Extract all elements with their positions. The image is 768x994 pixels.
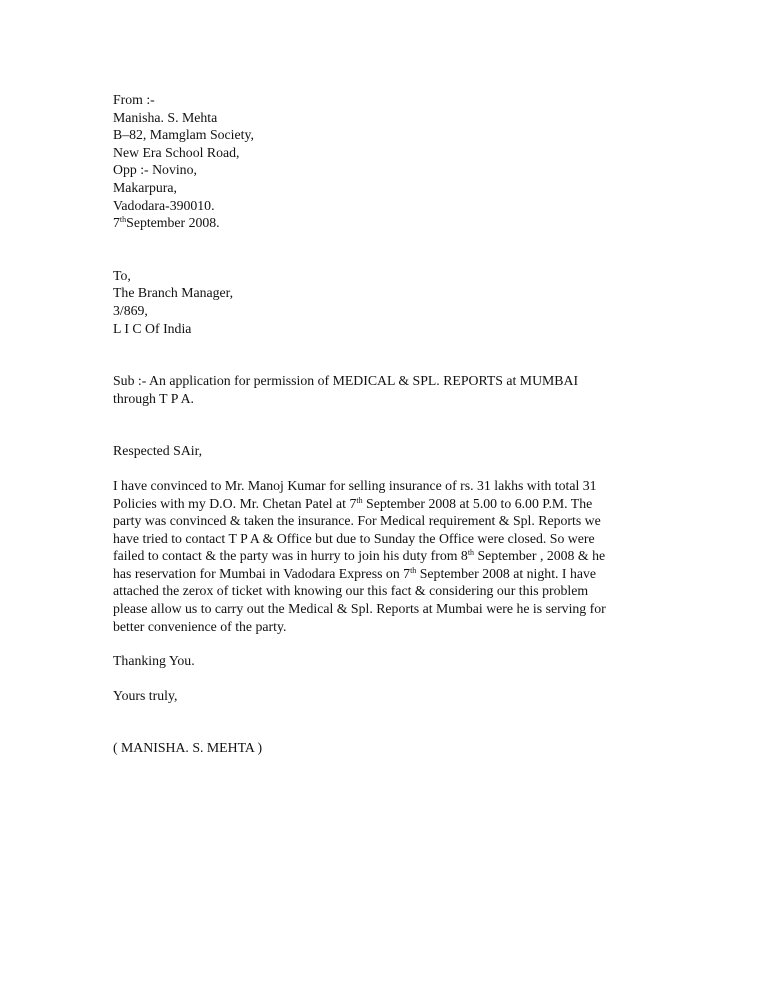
letter bbox=[113, 91, 673, 757]
salutation: Respected SAir, bbox=[113, 443, 203, 459]
sender-address-line: New Era School Road, bbox=[113, 144, 240, 160]
body-line: attached the zerox of ticket with knowing our this fact & considering our this problem bbox=[113, 583, 589, 599]
body-line: I have convinced to Mr. Manoj Kumar for selling insurance of rs. 31 lakhs with total 31 bbox=[113, 477, 597, 493]
sender-block bbox=[113, 91, 673, 232]
body-line: please allow us to carry out the Medical & Spl. Reports at Mumbai were he is serving for bbox=[113, 601, 606, 617]
to-label: To, bbox=[113, 267, 131, 283]
from-label: From :- bbox=[113, 92, 155, 107]
recipient-block bbox=[113, 267, 673, 337]
recipient-line: L I C Of India bbox=[113, 320, 192, 336]
body-line: failed to contact & the party was in hurry to join his duty from 8th September , 2008 & he bbox=[113, 548, 606, 564]
recipient-line: The Branch Manager, bbox=[113, 285, 234, 301]
subject-block bbox=[113, 372, 673, 407]
recipient-line: 3/869, bbox=[113, 302, 148, 318]
thanks-line: Thanking You. bbox=[113, 653, 195, 669]
sender-address-line: Vadodara-390010. bbox=[113, 197, 215, 213]
ordinal-suffix: th bbox=[410, 565, 417, 575]
date-suffix: th bbox=[119, 215, 127, 225]
body-paragraph bbox=[113, 477, 673, 635]
sender-address-line: Opp :- Novino, bbox=[113, 162, 197, 178]
sender-address-line: B–82, Mamglam Society, bbox=[113, 127, 254, 143]
body-line: Policies with my D.O. Mr. Chetan Patel at 7th September 2008 at 5.00 to 6.00 P.M. The bbox=[113, 495, 593, 511]
body-line: has reservation for Mumbai in Vadodara Express on 7th September 2008 at night. I have bbox=[113, 565, 597, 581]
body-line: party was convinced & taken the insurance. For Medical requirement & Spl. Reports we bbox=[113, 513, 601, 529]
subject-line: Sub :- An application for permission of MEDICAL & SPL. REPORTS at MUMBAI bbox=[113, 373, 579, 389]
date-day: 7 bbox=[113, 215, 120, 231]
sender-address-line: Makarpura, bbox=[113, 179, 177, 195]
body-line: better convenience of the party. bbox=[113, 618, 287, 634]
valediction: Yours truly, bbox=[113, 687, 178, 703]
body-line: have tried to contact T P A & Office but due to Sunday the Office were closed. So were bbox=[113, 530, 595, 546]
subject-line: through T P A. bbox=[113, 390, 195, 406]
date-rest: September 2008. bbox=[126, 215, 220, 231]
sender-name: Manisha. S. Mehta bbox=[113, 109, 218, 125]
ordinal-suffix: th bbox=[356, 495, 363, 505]
ordinal-suffix: th bbox=[467, 548, 475, 558]
signature-name: ( MANISHA. S. MEHTA ) bbox=[113, 740, 263, 756]
letter-date bbox=[113, 214, 673, 232]
